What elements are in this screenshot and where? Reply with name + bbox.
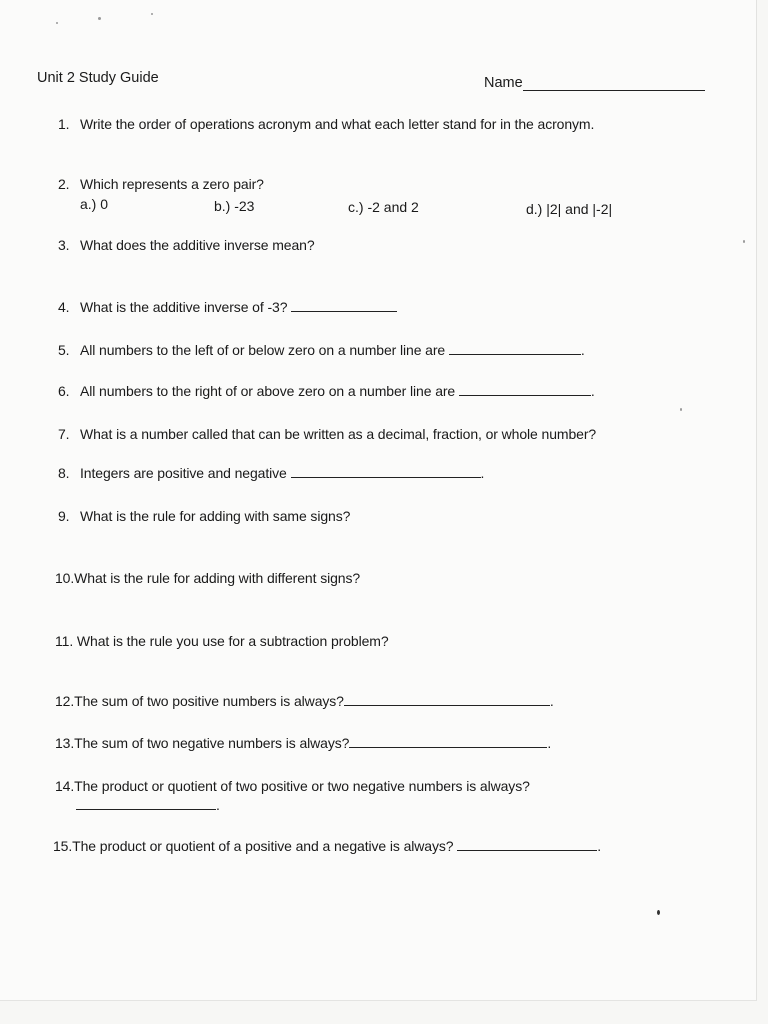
name-label: Name <box>484 75 523 91</box>
question-11-text: What is the rule you use for a subtraction problem? <box>76 633 389 649</box>
question-12-text: The sum of two positive numbers is always? <box>74 693 344 709</box>
question-1-text: Write the order of operations acronym and what each letter stand for in the acronym. <box>80 116 595 132</box>
question-5: 5. All numbers to the left of or below zero on a number line are . <box>58 342 585 358</box>
name-blank[interactable] <box>523 76 705 91</box>
answer-blank-14[interactable] <box>76 797 216 810</box>
question-3-text: What does the additive inverse mean? <box>80 237 315 253</box>
question-1: 1. Write the order of operations acronym and what each letter stand for in the acronym. <box>58 116 595 132</box>
question-6: 6. All numbers to the right of or above zero on a number line are . <box>58 383 595 399</box>
name-field[interactable] <box>484 75 705 91</box>
question-9-text: What is the rule for adding with same signs? <box>80 508 351 524</box>
option-d: d.) |2| and |-2| <box>526 201 613 217</box>
question-2: 2. Which represents a zero pair? <box>58 176 264 192</box>
question-7: 7. What is a number called that can be written as a decimal, fraction, or whole number? <box>58 426 597 442</box>
question-6-text: All numbers to the right of or above zero on a number line are <box>80 383 456 399</box>
question-14-text: The product or quotient of two positive or two negative numbers is always? <box>74 778 530 794</box>
question-2-text: Which represents a zero pair? <box>80 176 264 192</box>
page-title: Unit 2 Study Guide <box>37 70 159 86</box>
answer-blank-13[interactable] <box>349 735 547 748</box>
question-15-text: The product or quotient of a positive and a negative is always? <box>72 838 454 854</box>
answer-blank-12[interactable] <box>344 693 550 706</box>
question-8-text: Integers are positive and negative <box>80 465 287 481</box>
question-4-text: What is the additive inverse of -3? <box>80 299 288 315</box>
question-13: 13.The sum of two negative numbers is always? . <box>55 735 552 751</box>
scan-speck <box>56 22 58 24</box>
answer-blank-5[interactable] <box>449 342 581 355</box>
answer-blank-15[interactable] <box>457 838 597 851</box>
scan-speck <box>657 910 660 915</box>
question-15: 15.The product or quotient of a positive and a negative is always? . <box>53 838 602 854</box>
question-10: 10.What is the rule for adding with different signs? <box>55 570 361 586</box>
question-4: 4. What is the additive inverse of -3? <box>58 299 397 315</box>
answer-blank-4[interactable] <box>291 299 397 312</box>
question-9: 9. What is the rule for adding with same signs? <box>58 508 351 524</box>
question-10-text: What is the rule for adding with different signs? <box>74 570 361 586</box>
question-7-text: What is a number called that can be written as a decimal, fraction, or whole number? <box>80 426 597 442</box>
question-8: 8. Integers are positive and negative . <box>58 465 485 481</box>
question-14-answer-line: . <box>76 797 220 813</box>
option-a: a.) 0 <box>80 196 109 212</box>
question-3: 3. What does the additive inverse mean? <box>58 237 315 253</box>
question-13-text: The sum of two negative numbers is always? <box>74 735 350 751</box>
option-c: c.) -2 and 2 <box>348 199 419 215</box>
answer-blank-6[interactable] <box>459 383 591 396</box>
question-12: 12.The sum of two positive numbers is always? . <box>55 693 554 709</box>
scan-speck <box>98 17 101 20</box>
scan-speck <box>151 13 153 15</box>
scan-speck <box>680 408 682 411</box>
option-b: b.) -23 <box>214 198 255 214</box>
scan-speck <box>743 240 745 243</box>
question-14: 14.The product or quotient of two positive or two negative numbers is always? <box>55 778 530 794</box>
question-5-text: All numbers to the left of or below zero on a number line are <box>80 342 446 358</box>
question-11: 11. What is the rule you use for a subtraction problem? <box>55 633 389 649</box>
answer-blank-8[interactable] <box>291 465 481 478</box>
